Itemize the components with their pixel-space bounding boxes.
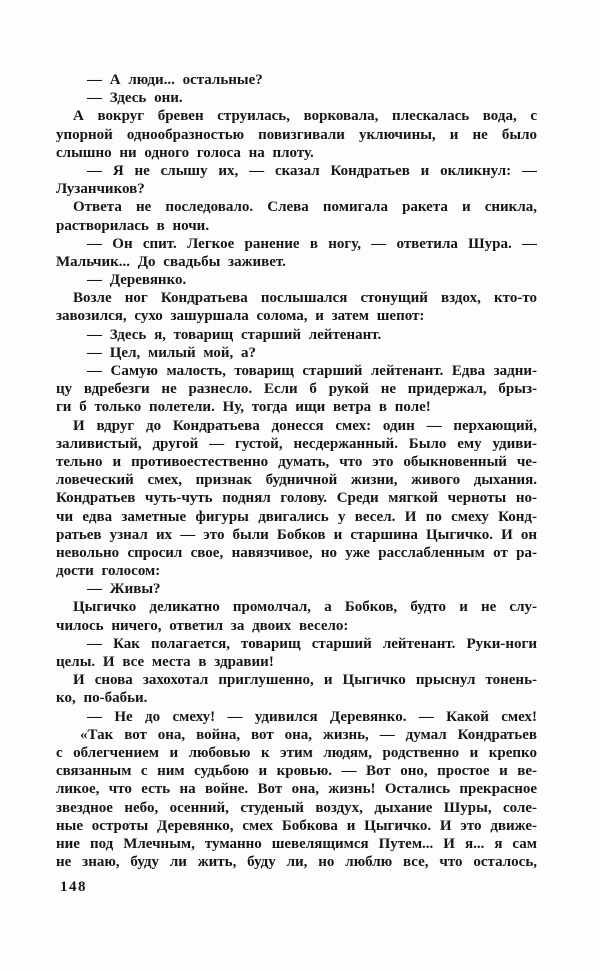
text-line: ние под Млечным, туманно шевелящимся Путем... И я... я сам bbox=[56, 835, 537, 852]
text-line: слышно ни одного голоса на плоту. bbox=[56, 144, 314, 161]
text-line: — Деревянко. bbox=[87, 272, 187, 289]
text-line: не знаю, буду ли жить, буду ли, но люблю все, что осталось, bbox=[56, 854, 537, 871]
text-line: растворилась в ночи. bbox=[56, 217, 210, 234]
text-line: — Здесь я, товарищ старший лейтенант. bbox=[87, 326, 382, 343]
text-line: тельно и противоестественно думать, что это обыкновенный че- bbox=[56, 453, 537, 470]
text-line: ги б только полетели. Ну, тогда ищи ветра в поле! bbox=[56, 399, 431, 416]
text-line: ратьев узнал их — это были Бобков и старшина Цыгичко. И он bbox=[56, 526, 537, 543]
text-line: — Здесь они. bbox=[87, 90, 183, 107]
text-line: — А люди... остальные? bbox=[87, 72, 263, 88]
text-line: звездное небо, осенний, студеный воздух, дыхание Шуры, соле- bbox=[56, 799, 537, 816]
text-line: целы. И все места в здравии! bbox=[56, 654, 274, 670]
text-line: ликое, что есть на войне. Вот она, жизнь! Остались прекрасное bbox=[56, 781, 537, 798]
text-line: Ответа не последовало. Слева помигала ракета и сникла, bbox=[73, 199, 537, 216]
text-line: — Я не слышу их, — сказал Кондратьев и окликнул: — bbox=[87, 162, 537, 179]
text-line: чилось ничего, ответил за двоих весело: bbox=[56, 617, 349, 634]
text-line: ловеческий смех, признак будничной жизни, живого дыхания. bbox=[56, 472, 537, 489]
text-line: Кондратьев чуть-чуть поднял голову. Среди мягкой черноты но- bbox=[56, 490, 537, 507]
text-line: — Он спит. Легкое ранение в ногу, — ответила Шура. — bbox=[87, 235, 537, 252]
text-line: чи едва заметные фигуры двигались у весел. И по смеху Конд- bbox=[56, 508, 537, 525]
text-line: Цыгичко деликатно промолчал, а Бобков, будто и не слу- bbox=[73, 599, 537, 616]
text-line: цу вдребезги не разнесло. Если б рукой не придержал, брыз- bbox=[56, 381, 537, 398]
text-line: Мальчик... До свадьбы заживет. bbox=[56, 253, 286, 270]
text-line: — Самую малость, товарищ старший лейтенант. Едва задни- bbox=[87, 363, 537, 379]
text-line: «Так вот она, война, вот она, жизнь, — думал Кондратьев bbox=[80, 726, 537, 743]
text-line: — Как полагается, товарищ старший лейтенант. Руки-ноги bbox=[87, 635, 537, 652]
text-line: — Цел, милый мой, а? bbox=[87, 344, 257, 361]
text-line: связанным с ним судьбою и кровью. — Вот оно, простое и ве- bbox=[56, 763, 537, 780]
text-line: завозился, сухо зашуршала солома, и затем шепот: bbox=[56, 308, 425, 325]
text-line: невольно спросил свое, навязчивое, но уже расслабленным от ра- bbox=[56, 544, 537, 561]
text-line: Лузанчиков? bbox=[56, 181, 145, 198]
page-number: 148 bbox=[60, 879, 87, 895]
text-line: И вдруг до Кондратьева донесся смех: один — перхающий, bbox=[73, 417, 537, 434]
text-line: заливистый, другой — густой, несдержанный. Было ему удиви- bbox=[56, 435, 537, 452]
text-line: — Живы? bbox=[87, 581, 161, 598]
text-line: ко, по-бабьи. bbox=[56, 690, 148, 707]
text-line: дости голосом: bbox=[56, 563, 161, 580]
page-text bbox=[56, 71, 537, 871]
text-line: упорной однообразностью повизгивали уключины, и не было bbox=[56, 126, 537, 143]
text-line: ные остроты Деревянко, смех Бобкова и Цыгичко. И это движе- bbox=[56, 817, 537, 834]
text-line: с облегчением и любовью к этим людям, родственно и крепко bbox=[56, 744, 537, 761]
text-line: — Не до смеху! — удивился Деревянко. — Какой смех! bbox=[87, 708, 537, 725]
text-line: И снова захохотал приглушенно, и Цыгичко прыснул тонень- bbox=[73, 672, 537, 689]
text-line: А вокруг бревен струилась, ворковала, плескалась вода, с bbox=[73, 108, 537, 125]
text-line: Возле ног Кондратьева послышался стонущий вздох, кто-то bbox=[73, 290, 537, 307]
